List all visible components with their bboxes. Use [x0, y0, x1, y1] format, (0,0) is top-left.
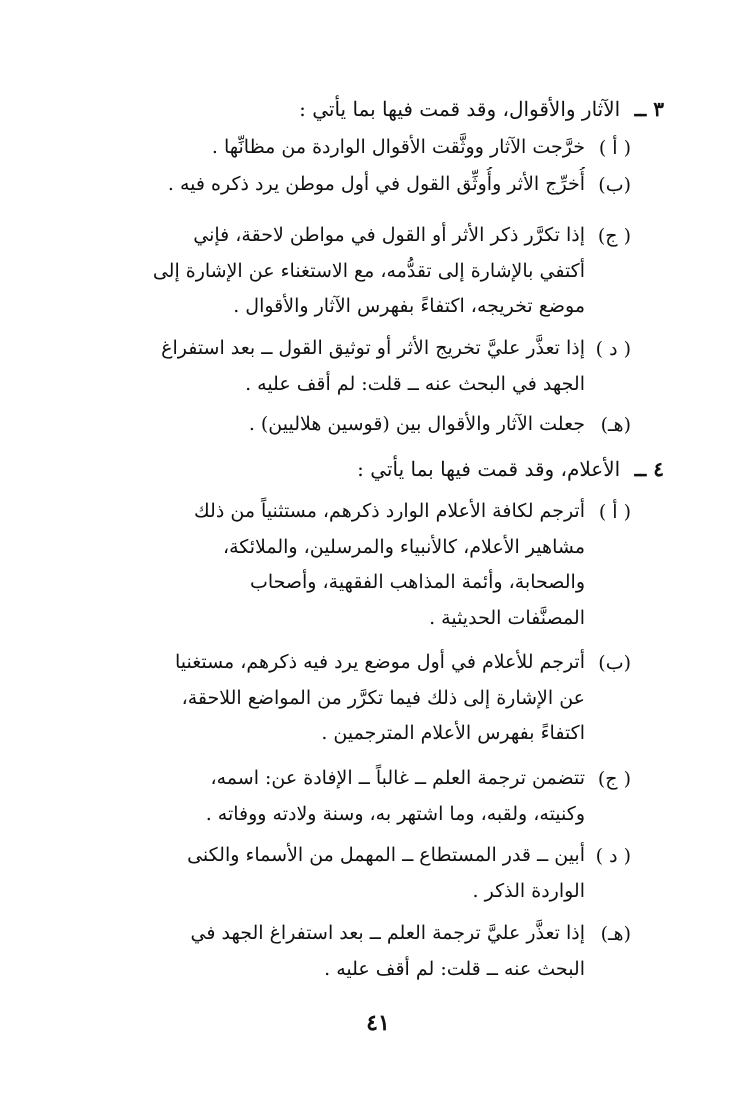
item-line: موضع تخريجه، اكتفاءً بفهرس الآثار والأقوال .: [233, 295, 585, 317]
item-label: ( ج): [597, 768, 631, 790]
item-label: ( أ ): [598, 501, 631, 523]
list-item: [31, 331, 631, 402]
list-item: [31, 494, 631, 636]
item-line: إذا تعذَّر عليَّ تخريج الأثر أو توثيق القول ــ بعد استفراغ: [161, 337, 585, 359]
list-item: [31, 407, 631, 443]
item-line: إذا تكرَّر ذكر الأثر أو القول في مواطن لاحقة، فإني: [193, 224, 585, 246]
item-line: والصحابة، وأئمة المذاهب الفقهية، وأصحاب: [249, 571, 585, 593]
item-line: وكنيته، ولقبه، وما اشتهر به، وسنة ولادته ووفاته .: [205, 802, 585, 825]
item-line: عن الإشارة إلى ذلك فيما تكرَّر من المواضع اللاحقة،: [181, 686, 585, 709]
section-heading-text: الآثار والأقوال، وقد قمت فيها بما يأتي :: [299, 97, 621, 121]
list-item: [31, 916, 631, 987]
item-line: مشاهير الأعلام، كالأنبياء والمرسلين، والملائكة،: [222, 535, 585, 558]
item-line: المصنَّفات الحديثية .: [429, 606, 585, 629]
list-item: [31, 761, 631, 832]
item-line: جعلت الآثار والأقوال بين (قوسين هلاليين) .: [248, 413, 585, 435]
section-number: ٣ ــ: [634, 97, 664, 121]
item-line: خرَّجت الآثار ووثَّقت الأقوال الواردة من مظانِّها .: [211, 136, 585, 158]
item-label: (ب): [598, 652, 631, 674]
list-item: [31, 167, 631, 203]
section-number: ٤ ــ: [634, 457, 664, 481]
item-label: ( ج): [597, 225, 631, 247]
section-4-heading: [64, 454, 664, 484]
list-item: [31, 130, 631, 166]
item-line: أكتفي بالإشارة إلى تقدُّمه، مع الاستغناء عن الإشارة إلى: [152, 259, 585, 282]
item-label: (هـ): [600, 414, 631, 436]
item-line: الواردة الذكر .: [472, 879, 585, 902]
item-label: (هـ): [600, 923, 631, 945]
list-item: [31, 218, 631, 325]
item-label: ( د ): [595, 338, 631, 360]
page-number: ٤١: [366, 1010, 390, 1036]
item-label: ( أ ): [598, 137, 631, 159]
item-line: أبين ــ قدر المستطاع ــ المهمل من الأسماء والكنى: [187, 844, 585, 866]
item-line: البحث عنه ــ قلت: لم أقف عليه .: [324, 957, 585, 980]
item-line: أترجم لكافة الأعلام الوارد ذكرهم، مستثنياً من ذلك: [194, 500, 585, 522]
item-line: أُخرِّج الأثر وأُوثِّق القول في أول موطن يرد ذكره فيه .: [167, 173, 585, 195]
section-3-heading: [64, 94, 664, 124]
item-line: إذا تعذَّر عليَّ ترجمة العلم ــ بعد استفراغ الجهد في: [190, 922, 585, 944]
item-line: اكتفاءً بفهرس الأعلام المترجمين .: [321, 722, 585, 744]
item-line: تتضمن ترجمة العلم ــ غالباً ــ الإفادة عن: اسمه،: [210, 767, 585, 789]
section-heading-text: الأعلام، وقد قمت فيها بما يأتي :: [357, 457, 621, 481]
item-line: الجهد في البحث عنه ــ قلت: لم أقف عليه .: [245, 372, 585, 395]
list-item: [31, 838, 631, 909]
item-line: أترجم للأعلام في أول موضع يرد فيه ذكرهم، مستغنيا: [174, 651, 585, 673]
item-label: (ب): [598, 174, 631, 196]
list-item: [31, 645, 631, 752]
item-label: ( د ): [595, 845, 631, 867]
